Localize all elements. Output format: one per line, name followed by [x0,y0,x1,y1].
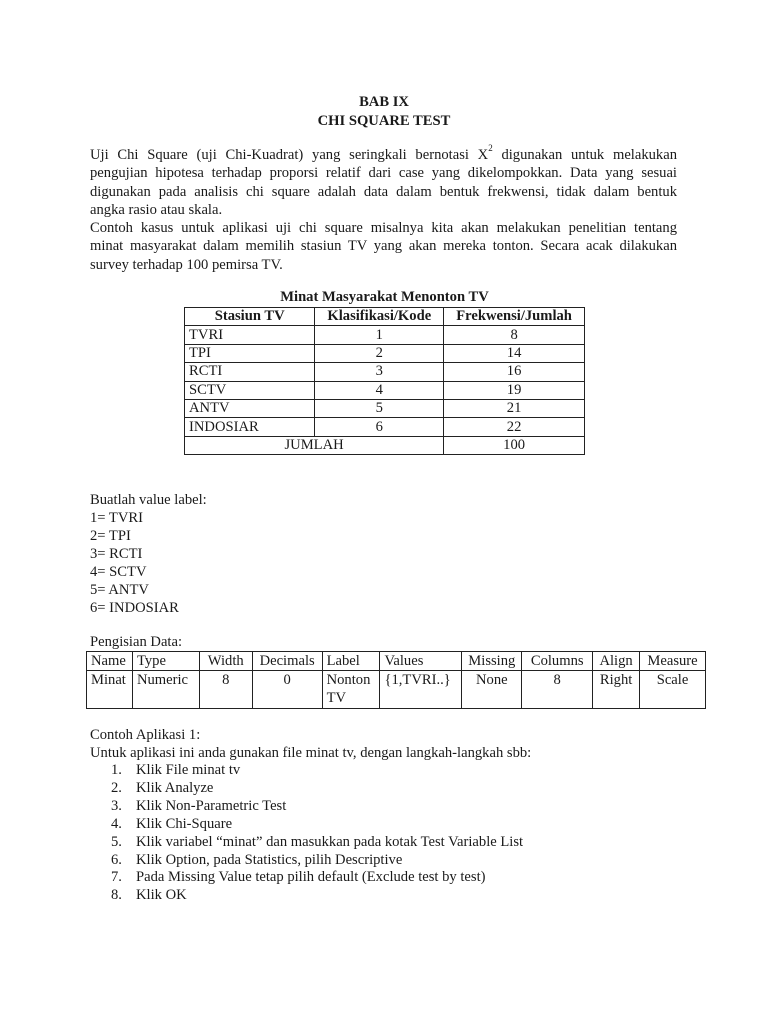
list-item: 4. Klik Chi-Square [111,815,233,832]
header-values: Values [380,652,462,671]
table-header-row [87,652,706,671]
header-decimals: Decimals [252,652,322,671]
table-row [87,671,706,709]
cell-columns: 8 [522,671,593,709]
chapter-title: CHI SQUARE TEST [317,113,451,129]
table-row [185,363,585,381]
superscript: 2 [488,143,493,154]
frequency-table [184,307,585,455]
frequency-table-caption: Minat Masyarakat Menonton TV [280,289,489,305]
case-line-2: minat masyarakat dalam memilih stasiun TV yang akan mereka tonton. Secara acak dilakukan [90,238,677,255]
list-item: 3. Klik Non-Parametric Test [111,797,287,814]
intro-line-4: angka rasio atau skala. [90,201,223,218]
header-columns: Columns [522,652,593,671]
value-label-item: 3= RCTI [90,546,143,562]
cell-values: {1,TVRI..} [380,671,462,709]
cell-station: TVRI [185,326,315,344]
list-item: 1. Klik File minat tv [111,762,241,778]
header-measure: Measure [640,652,706,671]
steps-list [111,762,523,905]
header-label: Label [322,652,380,671]
case-line-1: Contoh kasus untuk aplikasi uji chi square misalnya kita akan melakukan penelitian tentang [90,220,677,236]
table-header-row [185,308,585,326]
table-row [185,381,585,399]
cell-code: 6 [315,418,444,436]
header-frekwensi: Frekwensi/Jumlah [444,308,585,326]
list-item: 2. Klik Analyze [111,779,214,796]
case-paragraph [90,219,677,274]
header-type: Type [132,652,199,671]
cell-station: SCTV [185,381,315,399]
intro-paragraph [90,143,677,219]
cell-decimals: 0 [252,671,322,709]
cell-frequency: 16 [444,363,585,381]
cell-station: RCTI [185,363,315,381]
intro-line-2: pengujian hipotesa terhadap proporsi relatif dari case yang dikelompokkan. Data yang sesuai [90,165,677,182]
table-row [185,399,585,417]
cell-station: ANTV [185,399,315,417]
total-label: JUMLAH [185,436,444,454]
data-entry-table [86,651,706,709]
data-entry-heading: Pengisian Data: [90,634,183,650]
list-item: 7. Pada Missing Value tetap pilih default (Exclude test by test) [111,869,486,886]
total-value: 100 [444,436,585,454]
value-label-item: 5= ANTV [90,582,149,598]
chapter-heading: BAB IX [359,94,409,110]
cell-name: Minat [87,671,133,709]
intro-line-3: digunakan pada analisis chi square adalah data dalam bentuk frekwensi, tidak dalam bentuk [90,183,677,200]
value-label-item: 1= TVRI [90,510,143,526]
cell-frequency: 19 [444,381,585,399]
case-line-3: survey terhadap 100 pemirsa TV. [90,256,283,273]
cell-align: Right [593,671,640,709]
cell-code: 5 [315,399,444,417]
cell-frequency: 14 [444,344,585,362]
application-heading: Contoh Aplikasi 1: [90,727,201,743]
list-item: 5. Klik variabel “minat” dan masukkan pada kotak Test Variable List [111,833,524,850]
cell-code: 1 [315,326,444,344]
cell-station: TPI [185,344,315,362]
cell-measure: Scale [640,671,706,709]
cell-code: 3 [315,363,444,381]
application-intro: Untuk aplikasi ini anda gunakan file minat tv, dengan langkah-langkah sbb: [90,745,532,761]
intro-line-1: Uji Chi Square (uji Chi-Kuadrat) yang seringkali bernotasi $X^2$ digunakan untuk melakukan [90,143,677,163]
list-item: 8. Klik OK [111,887,187,904]
header-name: Name [87,652,133,671]
list-item: 6. Klik Option, pada Statistics, pilih Descriptive [111,851,403,868]
table-total-row [185,436,585,454]
cell-frequency: 8 [444,326,585,344]
value-label-heading: Buatlah value label: [90,492,207,508]
header-width: Width [199,652,252,671]
cell-missing: None [462,671,522,709]
cell-width: 8 [199,671,252,709]
header-missing: Missing [462,652,522,671]
header-stasiun: Stasiun TV [185,308,315,326]
table-row [185,326,585,344]
cell-station: INDOSIAR [185,418,315,436]
cell-frequency: 21 [444,399,585,417]
header-kode: Klasifikasi/Kode [315,308,444,326]
value-label-item: 6= INDOSIAR [90,600,179,616]
cell-code: 4 [315,381,444,399]
value-label-item: 4= SCTV [90,564,147,580]
header-align: Align [593,652,640,671]
cell-label: Nonton TV [322,671,380,709]
table-row [185,418,585,436]
value-label-item: 2= TPI [90,528,131,544]
table-row [185,344,585,362]
cell-type: Numeric [132,671,199,709]
cell-code: 2 [315,344,444,362]
cell-frequency: 22 [444,418,585,436]
